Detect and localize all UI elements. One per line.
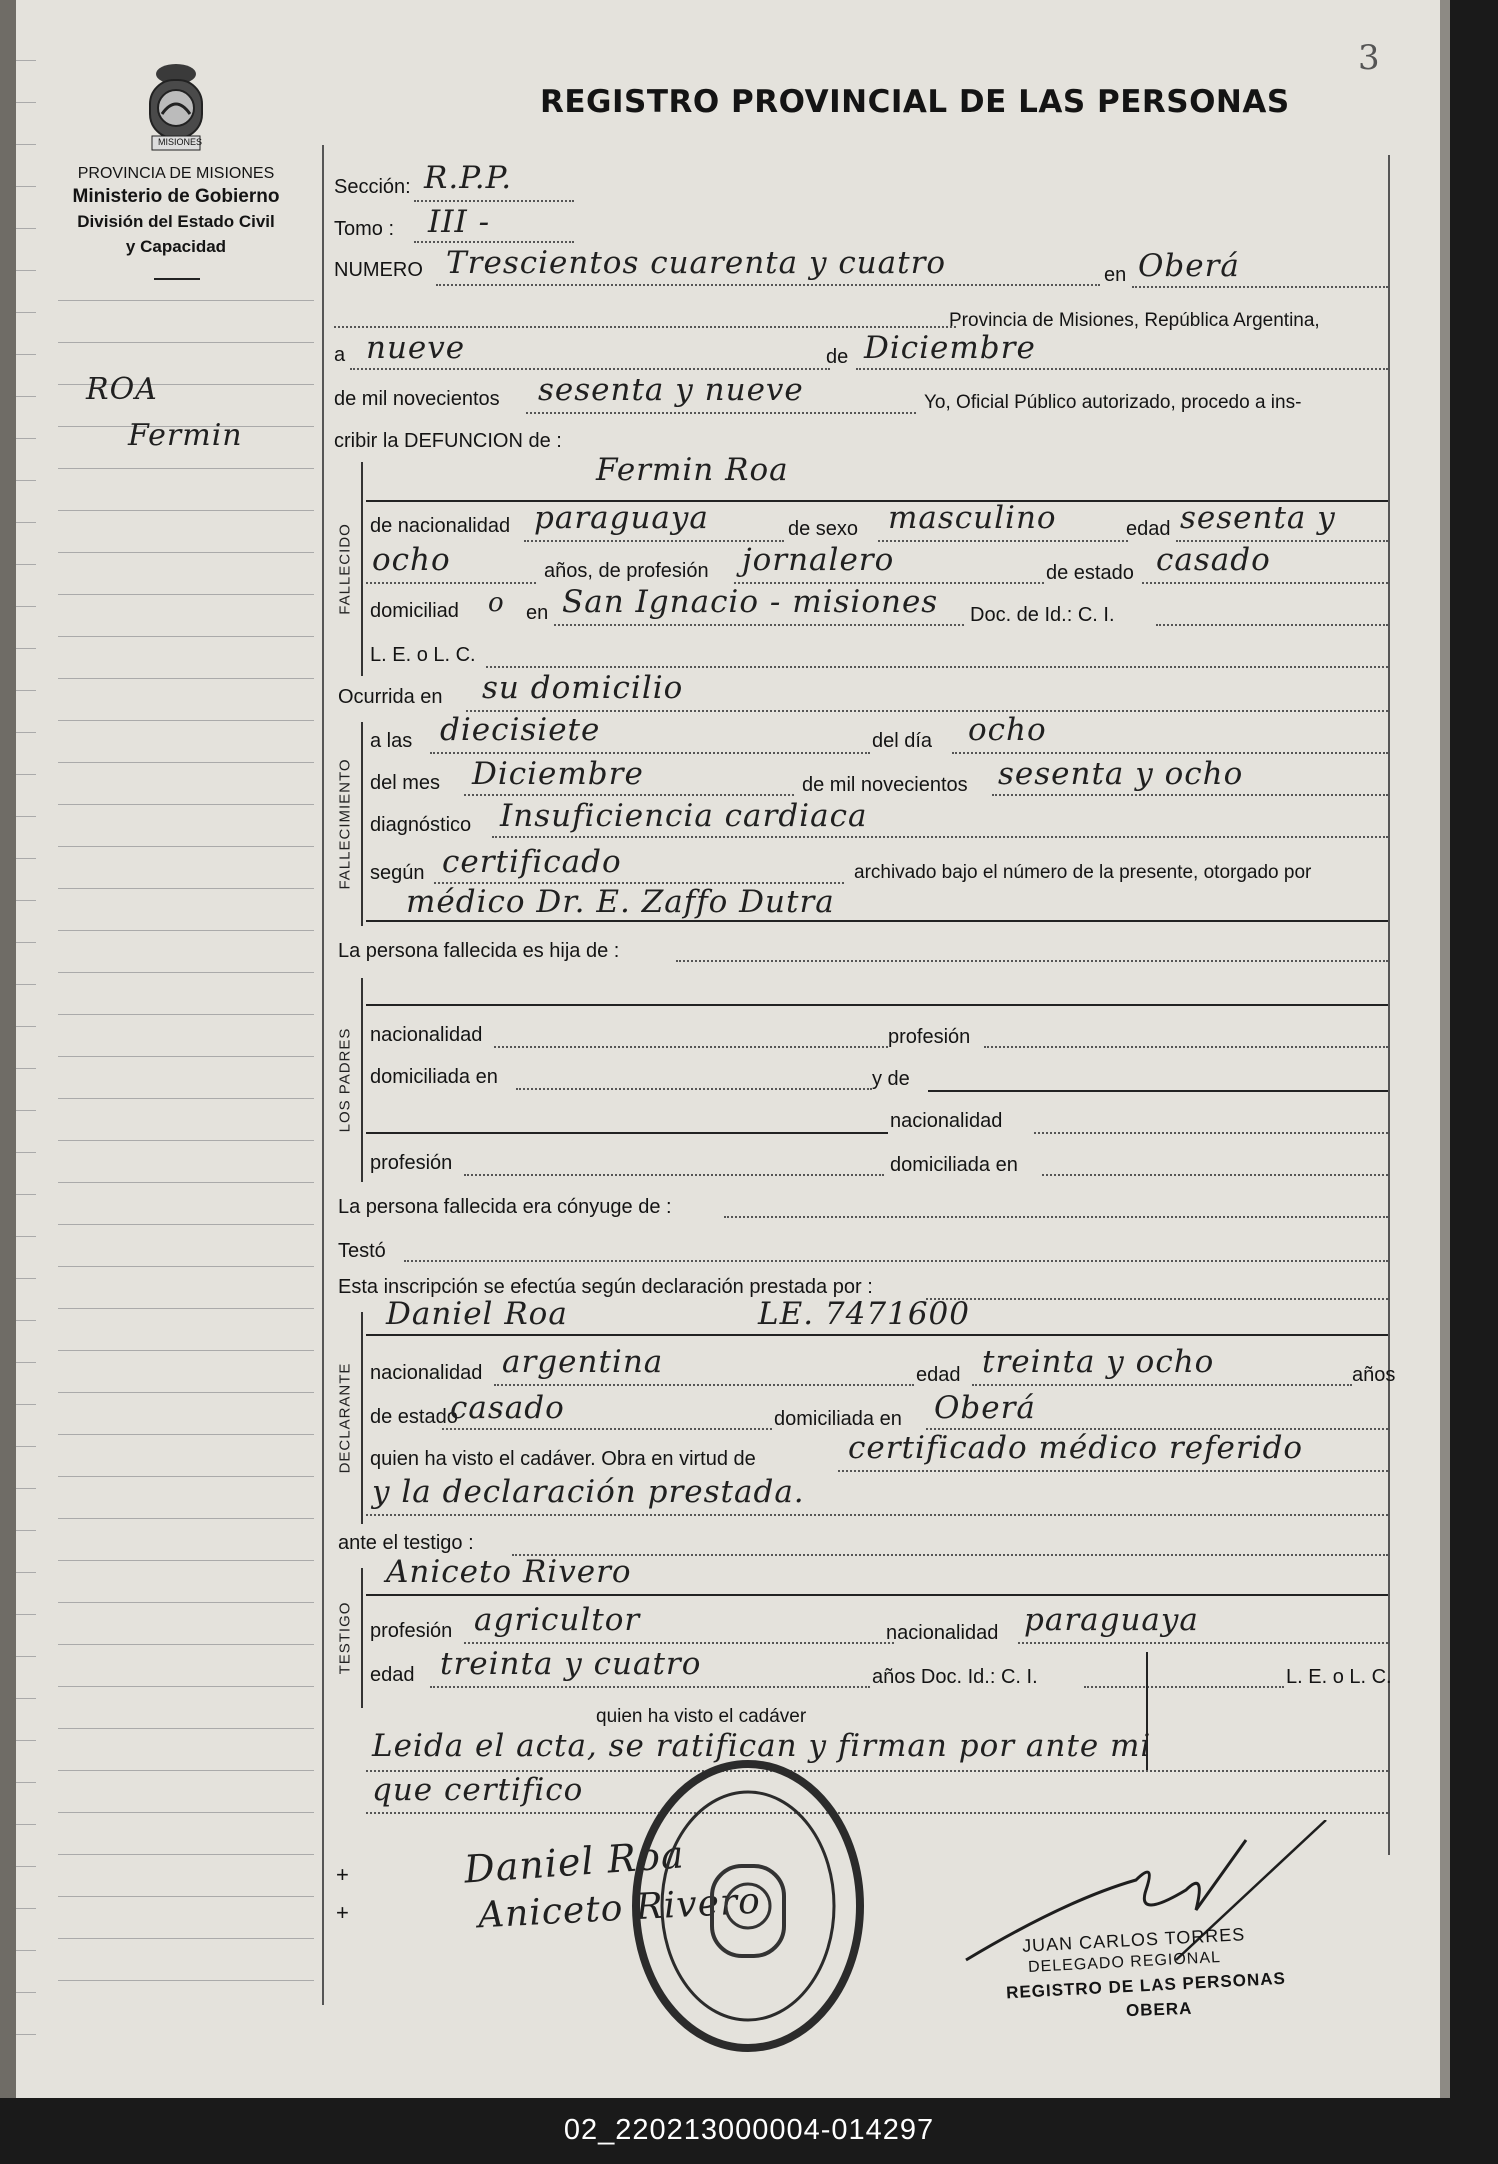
margin-rule	[58, 1770, 314, 1771]
doc-line	[1156, 624, 1388, 626]
mes-value: Diciembre	[864, 330, 1036, 366]
padres-bracket	[361, 978, 363, 1182]
inscribir-label: cribir la DEFUNCION de :	[334, 430, 562, 452]
margin-surname: ROA	[86, 372, 158, 407]
decl-estado-label: de estado	[370, 1406, 458, 1428]
testigo-bracket	[361, 1568, 363, 1708]
en-value: Oberá	[1138, 248, 1240, 284]
margin-rule	[58, 552, 314, 553]
fallecido-bracket	[361, 462, 363, 676]
test-edad-label: edad	[370, 1664, 415, 1686]
edge-rule	[16, 438, 36, 439]
edge-rule	[16, 1740, 36, 1741]
margin-rule	[58, 300, 314, 301]
padres-side-label: LOS PADRES	[336, 1027, 354, 1133]
declarante-bracket	[361, 1312, 363, 1524]
emblem-label: MISIONES	[158, 137, 203, 147]
edge-rule	[16, 1362, 36, 1363]
edge-rule	[16, 1572, 36, 1573]
estado-label: de estado	[1046, 562, 1134, 584]
test-nacionalidad-label: nacionalidad	[886, 1622, 999, 1644]
de-label: de	[826, 346, 849, 368]
decl-nacionalidad-line	[494, 1384, 914, 1386]
edge-rule	[16, 480, 36, 481]
edge-rule	[16, 1824, 36, 1825]
division-label: División del Estado Civil	[77, 212, 275, 231]
provincial-emblem	[136, 56, 216, 154]
madre-nacionalidad-label: nacionalidad	[890, 1110, 1003, 1132]
conyuge-label: La persona fallecida era cónyuge de :	[338, 1196, 672, 1218]
margin-rule	[58, 1812, 314, 1813]
yo-label: Yo, Oficial Público autorizado, procedo a ins-	[924, 392, 1302, 413]
mes-fall-line	[464, 794, 794, 796]
margin-rule	[58, 1476, 314, 1477]
edge-rule	[16, 354, 36, 355]
line-blank	[334, 326, 956, 328]
tomo-line	[414, 241, 574, 243]
image-caption: 02_220213000004-014297	[563, 2114, 935, 2146]
declarante-nombre: Daniel Roa	[386, 1296, 568, 1332]
sexo-line	[878, 540, 1128, 542]
edge-rule	[16, 1026, 36, 1027]
edge-rule	[16, 1236, 36, 1237]
edad2-line	[366, 582, 536, 584]
official-city: OBERA	[1125, 1998, 1193, 2021]
edge-rule	[16, 1446, 36, 1447]
declarante-side-label: DECLARANTE	[336, 1362, 354, 1474]
sexo-value: masculino	[888, 500, 1057, 536]
margin-rule	[58, 972, 314, 973]
page-title: REGISTRO PROVINCIAL DE LAS PERSONAS	[540, 84, 1290, 120]
le-lc-label: L. E. o L. C.	[370, 644, 476, 666]
decl-estado-value: casado	[450, 1390, 565, 1426]
madre-nacionalidad-line	[1034, 1132, 1388, 1134]
edge-rule	[16, 1614, 36, 1615]
edge-rule	[16, 984, 36, 985]
padre-profesion-label: profesión	[888, 1026, 971, 1048]
lugar-value: su domicilio	[482, 670, 684, 706]
medico-line	[366, 920, 1388, 922]
margin-rule	[58, 1728, 314, 1729]
register-page	[16, 0, 1450, 2098]
medico-value: médico Dr. E. Zaffo Dutra	[406, 884, 835, 920]
edge-rule	[16, 1110, 36, 1111]
edge-rule	[16, 270, 36, 271]
declaracion-line	[926, 1298, 1388, 1300]
hora-value: diecisiete	[440, 712, 601, 748]
edge-rule	[16, 1194, 36, 1195]
right-border	[1388, 155, 1390, 1855]
edge-rule	[16, 1992, 36, 1993]
del-mes-label: del mes	[370, 772, 441, 794]
seccion-line	[414, 200, 574, 202]
test-le-lc-label: L. E. o L. C.	[1286, 1666, 1392, 1688]
le-lc-line	[486, 666, 1388, 668]
ministry-label: Ministerio de Gobierno	[72, 186, 280, 207]
anio-fall-value: sesenta y ocho	[998, 756, 1244, 792]
edge-rule	[16, 60, 36, 61]
obra-line-2	[366, 1514, 1388, 1516]
dia-fall-value: ocho	[968, 712, 1047, 748]
edge-rule	[16, 774, 36, 775]
padre-profesion-line	[984, 1046, 1388, 1048]
anos-doc-label: años Doc. Id.: C. I.	[872, 1666, 1038, 1688]
a-las-label: a las	[370, 730, 413, 752]
sexo-label: de sexo	[788, 518, 859, 540]
numero-value: Trescientos cuarenta y cuatro	[446, 245, 947, 281]
decl-edad-label: edad	[916, 1364, 961, 1386]
nacionalidad-label: de nacionalidad	[370, 515, 511, 537]
domicilio-value: San Ignacio - misiones	[562, 584, 939, 620]
declarante-nombre-line	[366, 1334, 1388, 1336]
edge-rule	[16, 102, 36, 103]
test-profesion-value: agricultor	[474, 1602, 641, 1638]
margin-given-name: Fermin	[128, 418, 243, 453]
edge-rule	[16, 1278, 36, 1279]
margin-rule	[58, 1854, 314, 1855]
declaracion-label: Esta inscripción se efectúa según declaración prestada por :	[338, 1276, 873, 1298]
diagnostico-label: diagnóstico	[370, 814, 472, 836]
decl-nacionalidad-value: argentina	[502, 1344, 664, 1380]
margin-rule	[58, 1392, 314, 1393]
margin-rule	[58, 1350, 314, 1351]
margin-rule	[58, 1014, 314, 1015]
margin-rule	[58, 1224, 314, 1225]
dia-value: nueve	[366, 330, 466, 366]
firma-mark-2: +	[336, 1900, 349, 1925]
official-seal	[628, 1756, 868, 2056]
padre-nombre-line	[366, 1004, 1388, 1006]
official-name: JUAN CARLOS TORRES	[1021, 1924, 1246, 1956]
a-label: a	[334, 344, 346, 366]
hija-de-label: La persona fallecida es hija de :	[338, 940, 620, 962]
edge-rule	[16, 522, 36, 523]
margin-rule	[58, 1644, 314, 1645]
edge-rule	[16, 1656, 36, 1657]
mes-fall-value: Diciembre	[472, 756, 644, 792]
doc-label: Doc. de Id.: C. I.	[970, 604, 1115, 626]
diagnostico-line	[492, 836, 1388, 838]
edge-rule	[16, 396, 36, 397]
numero-line	[436, 284, 1100, 286]
nacionalidad-value: paraguaya	[534, 500, 709, 536]
decl-domiciliada-label: domiciliada en	[774, 1408, 902, 1430]
estado-value: casado	[1156, 542, 1271, 578]
margin-rule	[58, 636, 314, 637]
firma-mark-1: +	[336, 1862, 349, 1887]
del-dia-label: del día	[872, 730, 933, 752]
margin-rule	[58, 510, 314, 511]
seccion-label: Sección:	[334, 176, 411, 198]
edge-rule	[16, 1866, 36, 1867]
test-profesion-line	[464, 1642, 894, 1644]
en-line	[1132, 286, 1388, 288]
margin-rule	[58, 804, 314, 805]
archivado-label: archivado bajo el número de la presente, otorgado por	[854, 862, 1312, 883]
edge-rule	[16, 144, 36, 145]
edge-rule	[16, 648, 36, 649]
margin-rule	[58, 1434, 314, 1435]
margin-rule	[58, 1056, 314, 1057]
decl-edad-line	[972, 1384, 1352, 1386]
quien-visto-label: quien ha visto el cadáver. Obra en virtud de	[370, 1448, 756, 1470]
margin-rule	[58, 1560, 314, 1561]
margin-rule	[58, 720, 314, 721]
edge-rule	[16, 1908, 36, 1909]
margin-rule	[58, 1896, 314, 1897]
fallecimiento-side-label: FALLECIMIENTO	[336, 758, 354, 890]
test-nacionalidad-value: paraguaya	[1024, 1602, 1199, 1638]
edge-rule	[16, 1152, 36, 1153]
domiciliada-en-label: domiciliada en	[370, 1066, 498, 1088]
margin-rule	[58, 1266, 314, 1267]
margin-rule	[58, 1098, 314, 1099]
book-binding	[0, 0, 16, 2098]
edge-rule	[16, 1320, 36, 1321]
margin-rule	[58, 1140, 314, 1141]
testigo-nombre: Aniceto Rivero	[386, 1554, 632, 1590]
margin-rule	[58, 1308, 314, 1309]
ocurrida-label: Ocurrida en	[338, 686, 443, 708]
tomo-label: Tomo :	[334, 218, 395, 240]
en-domicilio-label: en	[526, 602, 549, 624]
page-number: 3	[1358, 38, 1380, 78]
lectura-value-2: que certifico	[372, 1772, 584, 1808]
dia-line	[350, 368, 830, 370]
edge-rule	[16, 732, 36, 733]
decl-estado-line	[442, 1428, 772, 1430]
edge-rule	[16, 564, 36, 565]
decl-anos-label: años	[1352, 1364, 1396, 1386]
test-doc-line	[1084, 1686, 1284, 1688]
anos-profesion-label: años, de profesión	[544, 560, 709, 582]
edge-rule	[16, 1698, 36, 1699]
madre-profesion-label: profesión	[370, 1152, 453, 1174]
obra-value-1: certificado médico referido	[848, 1430, 1304, 1466]
fallecido-nombre: Fermin Roa	[596, 452, 789, 488]
margin-rule	[58, 342, 314, 343]
edge-rule	[16, 690, 36, 691]
margin-rule	[58, 888, 314, 889]
hora-line	[430, 752, 870, 754]
edad-label: edad	[1126, 518, 1171, 540]
padre-nacionalidad-line	[494, 1046, 888, 1048]
edge-rule	[16, 312, 36, 313]
domicilio-line	[554, 624, 964, 626]
edge-rule	[16, 900, 36, 901]
official-office: REGISTRO DE LAS PERSONAS	[1005, 1968, 1287, 2003]
edge-rule	[16, 858, 36, 859]
madre-nombre-line	[928, 1090, 1388, 1092]
quien-visto-2-label: quien ha visto el cadáver	[596, 1706, 807, 1727]
testigo-side-label: TESTIGO	[336, 1601, 354, 1675]
margin-rule	[58, 1938, 314, 1939]
test-edad-value: treinta y cuatro	[440, 1646, 702, 1682]
edge-rule	[16, 186, 36, 187]
edge-rule	[16, 1068, 36, 1069]
ante-line	[512, 1554, 1388, 1556]
header-underline	[154, 278, 200, 280]
margin-rule	[58, 1602, 314, 1603]
numero-label: NUMERO	[334, 259, 423, 281]
firma-declarante: Daniel Roa	[462, 1832, 686, 1892]
padre-nacionalidad-label: nacionalidad	[370, 1024, 483, 1046]
anio-line	[526, 412, 916, 414]
testo-label: Testó	[338, 1240, 386, 1262]
edad-value-1: sesenta y	[1180, 500, 1336, 536]
madre-domiciliada-label: domiciliada en	[890, 1154, 1018, 1176]
margin-rule	[58, 468, 314, 469]
ante-testigo-label: ante el testigo :	[338, 1532, 474, 1554]
margin-rule	[58, 930, 314, 931]
margin-rule	[58, 678, 314, 679]
test-nacionalidad-line	[1018, 1642, 1388, 1644]
margin-rule	[58, 594, 314, 595]
mes-line	[856, 368, 1388, 370]
ocurrida-line	[466, 710, 1388, 712]
declarante-doc: LE. 7471600	[758, 1296, 970, 1332]
de-mil-nov-label: de mil novecientos	[802, 774, 968, 796]
domiciliad-suffix: o	[488, 588, 505, 618]
obra-line	[838, 1470, 1388, 1472]
margin-rule	[58, 1980, 314, 1981]
edge-rule	[16, 1404, 36, 1405]
madre-profesion-line	[464, 1174, 884, 1176]
edge-rule	[16, 1488, 36, 1489]
tomo-value: III -	[428, 204, 491, 240]
edge-rule	[16, 942, 36, 943]
estado-line	[1142, 582, 1388, 584]
edge-rule	[16, 606, 36, 607]
edge-rule	[16, 228, 36, 229]
lectura-line-2	[366, 1812, 1388, 1814]
margin-rule	[58, 762, 314, 763]
testigo-nombre-line	[366, 1594, 1388, 1596]
margin-rule	[58, 846, 314, 847]
hija-de-line	[676, 960, 1388, 962]
anio-fall-line	[992, 794, 1388, 796]
fallecido-side-label: FALLECIDO	[336, 523, 354, 615]
y-de-label: y de	[872, 1068, 910, 1090]
anio-value: sesenta y nueve	[538, 372, 804, 408]
edad-value-2: ocho	[372, 542, 451, 578]
segun-value: certificado	[442, 844, 622, 880]
conyuge-line	[724, 1216, 1388, 1218]
seccion-value: R.P.P.	[424, 160, 513, 196]
edge-rule	[16, 816, 36, 817]
edge-rule	[16, 1530, 36, 1531]
edge-rule	[16, 1950, 36, 1951]
margin-divider	[322, 145, 324, 2005]
margin-rule	[58, 1686, 314, 1687]
fallecimiento-bracket	[361, 722, 363, 926]
madre-domiciliada-line	[1042, 1174, 1388, 1176]
testo-line	[404, 1260, 1388, 1262]
domiciliada-line	[516, 1088, 872, 1090]
diagnostico-value: Insuficiencia cardiaca	[500, 798, 868, 834]
official-title: DELEGADO REGIONAL	[1027, 1948, 1222, 1977]
en-label: en	[1104, 264, 1127, 286]
margin-rule	[58, 1518, 314, 1519]
domiciliad-label: domiciliad	[370, 600, 459, 622]
test-edad-line	[430, 1686, 870, 1688]
obra-value-2: y la declaración prestada.	[372, 1474, 805, 1510]
capacity-label: y Capacidad	[125, 237, 227, 256]
decl-edad-value: treinta y ocho	[982, 1344, 1215, 1380]
province-label: PROVINCIA DE MISIONES	[77, 165, 275, 182]
segun-label: según	[370, 862, 425, 884]
decl-nacionalidad-label: nacionalidad	[370, 1362, 483, 1384]
edge-rule	[16, 2034, 36, 2035]
firma-testigo: Aniceto Rivero	[477, 1880, 762, 1937]
margin-rule	[58, 1182, 314, 1183]
lectura-value-1: Leida el acta, se ratifican y firman por ante mi	[372, 1728, 1152, 1764]
test-profesion-label: profesión	[370, 1620, 453, 1642]
mil-nov-label: de mil novecientos	[334, 388, 500, 410]
decl-domicilio-value: Oberá	[934, 1390, 1036, 1426]
madre-line-2	[366, 1132, 888, 1134]
profesion-value: jornalero	[742, 542, 895, 578]
edge-rule	[16, 1782, 36, 1783]
dia-fall-line	[952, 752, 1388, 754]
provincia-label: Provincia de Misiones, República Argentina,	[949, 310, 1320, 331]
